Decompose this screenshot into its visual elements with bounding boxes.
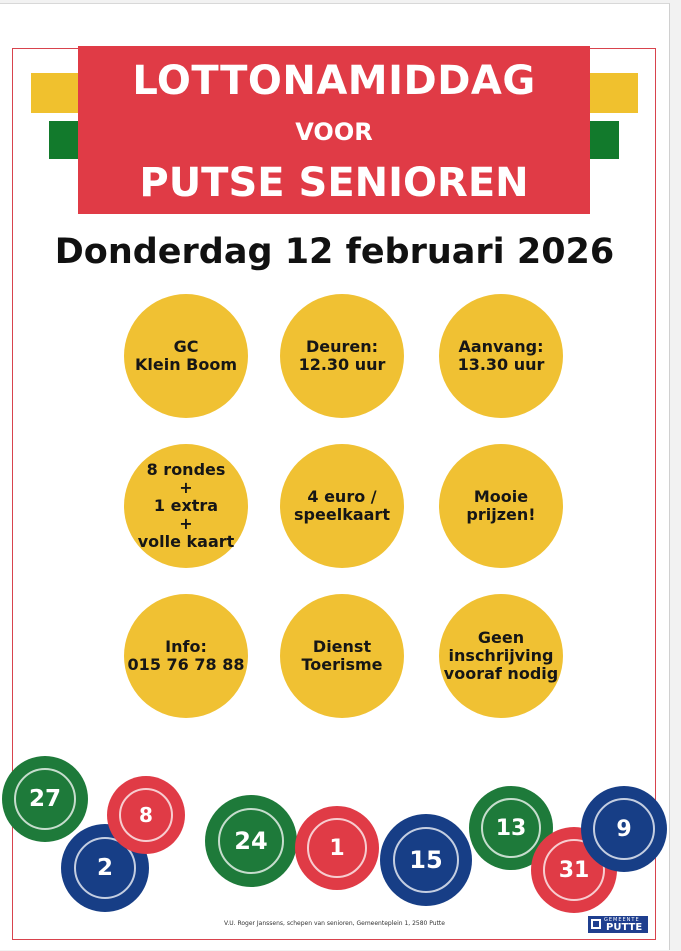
gemeente-putte-logo (588, 916, 648, 933)
publisher-footer: V.U. Roger Janssens, schepen van senioren, Gemeenteplein 1, 2580 Putte (224, 920, 445, 927)
ball-number: 27 (28, 786, 61, 812)
poster-page (0, 3, 670, 950)
ball-number: 9 (616, 816, 632, 842)
lotto-ball-27 (2, 756, 88, 842)
logo-big-text: PUTTE (606, 922, 643, 933)
ball-number: 1 (329, 835, 345, 861)
title-line-2: VOOR (295, 118, 373, 146)
title-line-3: PUTSE SENIOREN (139, 160, 529, 206)
info-circle-registration: Geen inschrijving vooraf nodig (439, 594, 563, 718)
info-circle-start: Aanvang: 13.30 uur (439, 294, 563, 418)
lotto-ball-15 (380, 814, 472, 906)
ball-number: 24 (234, 827, 268, 855)
info-circle-service: Dienst Toerisme (280, 594, 404, 718)
ball-number: 13 (495, 815, 527, 841)
title-banner (78, 46, 590, 214)
ball-number: 2 (96, 855, 113, 881)
lotto-ball-8 (107, 776, 185, 854)
lotto-ball-9 (581, 786, 667, 872)
logo-small-text: GEMEENTE (604, 917, 640, 923)
info-circle-prizes: Mooie prijzen! (439, 444, 563, 568)
info-circle-phone: Info: 015 76 78 88 (124, 594, 248, 718)
info-circle-doors: Deuren: 12.30 uur (280, 294, 404, 418)
lotto-ball-1 (295, 806, 379, 890)
info-circle-rounds: 8 rondes + 1 extra + volle kaart (124, 444, 248, 568)
info-circle-location: GC Klein Boom (124, 294, 248, 418)
title-line-1: LOTTONAMIDDAG (132, 58, 536, 104)
info-circle-price: 4 euro / speelkaart (280, 444, 404, 568)
logo-mark-icon (591, 919, 601, 929)
ball-number: 8 (139, 803, 153, 827)
event-date: Donderdag 12 februari 2026 (54, 232, 615, 272)
ball-number: 15 (409, 846, 443, 874)
lotto-ball-24 (205, 795, 297, 887)
ball-number: 31 (558, 857, 590, 883)
